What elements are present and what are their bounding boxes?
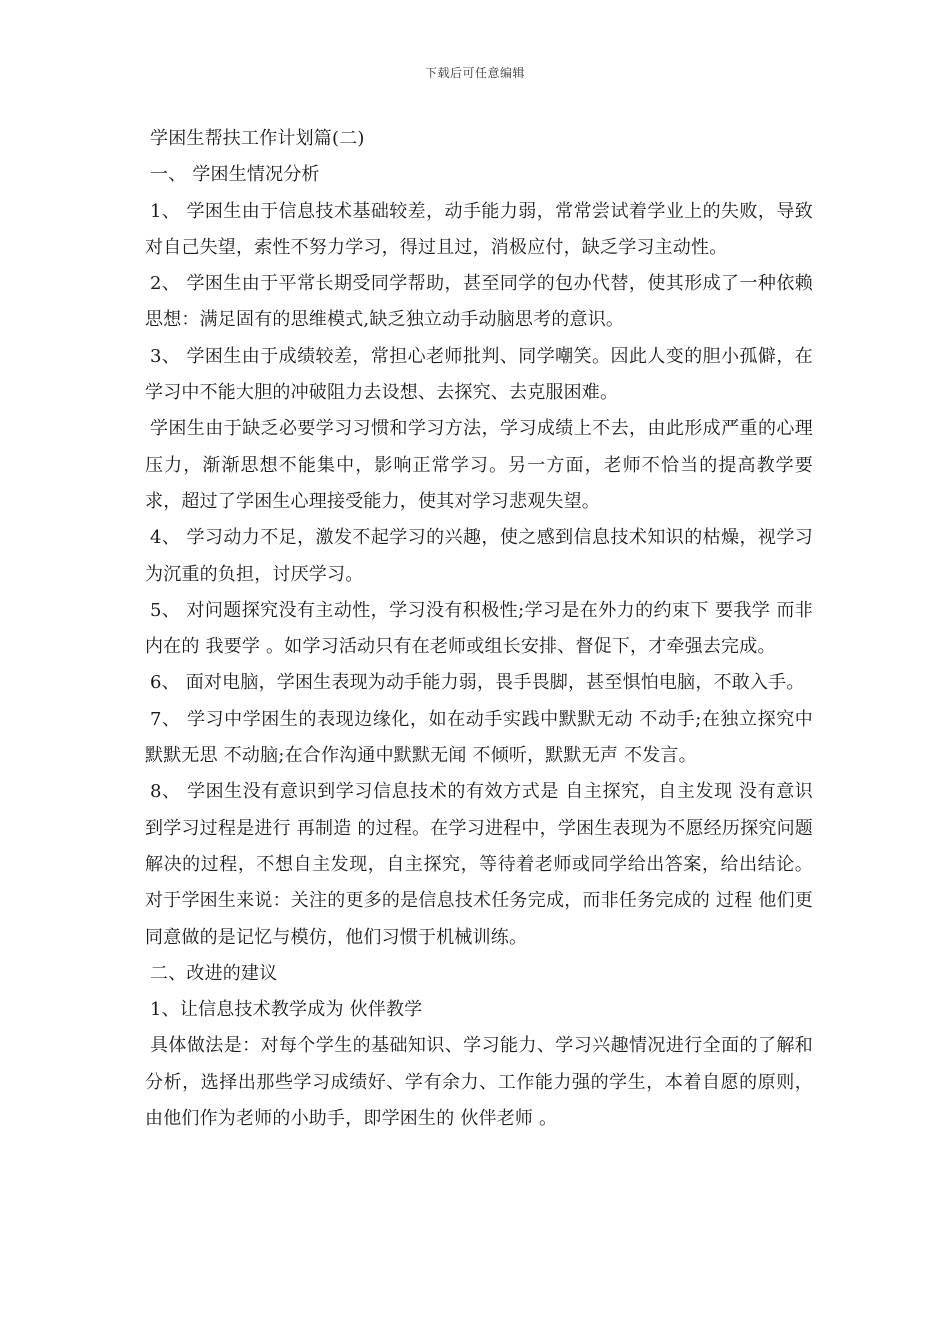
paragraph-3: 3、 学困生由于成绩较差，常担心老师批判、同学嘲笑。因此人变的胆小孤僻，在学习中不能大胆的冲破阻力去设想、去探究、去克服困难。 bbox=[145, 345, 813, 404]
paragraph-5: 5、 对问题探究没有主动性，学习没有积极性;学习是在外力的约束下 要我学 而非内在的 我要学 。如学习活动只有在老师或组长安排、督促下，才牵强去完成。 bbox=[145, 599, 813, 658]
paragraph-3b: 学困生由于缺乏必要学习习惯和学习方法，学习成绩上不去，由此形成严重的心理压力，渐渐思想不能集中，影响正常学习。另一方面，老师不恰当的提高教学要求，超过了学困生心理接受能力，使其对学习悲观失望。 bbox=[145, 418, 813, 512]
page-header: 下载后可任意编辑 bbox=[424, 66, 525, 80]
document-body bbox=[145, 121, 813, 1137]
document-title: 学困生帮扶工作计划篇(二) bbox=[150, 128, 365, 149]
paragraph-6: 6、 面对电脑，学困生表现为动手能力弱，畏手畏脚，甚至惧怕电脑，不敢入手。 bbox=[150, 672, 805, 694]
paragraph-8: 8、 学困生没有意识到学习信息技术的有效方式是 自主探究，自主发现 没有意识到学习过程是进行 再制造 的过程。在学习进程中，学困生表现为不愿经历探究问题解决的过程，不想自主发现，自主探究，等待着老师或同学给出答案，给出结论。对于学困生来说：关注的更多的是信息技术任务完成，而非任务完成的 过程 他们更同意做的是记忆与模仿，他们习惯于机械训练。 bbox=[145, 781, 813, 948]
suggestion-paragraph-1: 具体做法是：对每个学生的基础知识、学习能力、学习兴趣情况进行全面的了解和分析，选择出那些学习成绩好、学有余力、工作能力强的学生，本着自愿的原则，由他们作为老师的小助手，即学困生的 伙伴老师 。 bbox=[145, 1035, 813, 1130]
paragraph-1: 1、 学困生由于信息技术基础较差，动手能力弱，常常尝试着学业上的失败，导致对自己失望，索性不努力学习，得过且过，消极应付，缺乏学习主动性。 bbox=[145, 200, 813, 258]
paragraph-7: 7、 学习中学困生的表现边缘化，如在动手实践中默默无动 不动手;在独立探究中默默无思 不动脑;在合作沟通中默默无闻 不倾听，默默无声 不发言。 bbox=[145, 708, 813, 767]
suggestion-item-1: 1、让信息技术教学成为 伙伴教学 bbox=[150, 999, 423, 1021]
section-heading-suggestions: 二、改进的建议 bbox=[150, 962, 278, 984]
paragraph-4: 4、 学习动力不足，激发不起学习的兴趣，使之感到信息技术知识的枯燥，视学习为沉重的负担，讨厌学习。 bbox=[145, 527, 813, 585]
section-heading-analysis: 一、 学困生情况分析 bbox=[150, 164, 320, 186]
paragraph-2: 2、 学困生由于平常长期受同学帮助，甚至同学的包办代替，使其形成了一种依赖思想：满足固有的思维模式,缺乏独立动手动脑思考的意识。 bbox=[145, 273, 813, 331]
